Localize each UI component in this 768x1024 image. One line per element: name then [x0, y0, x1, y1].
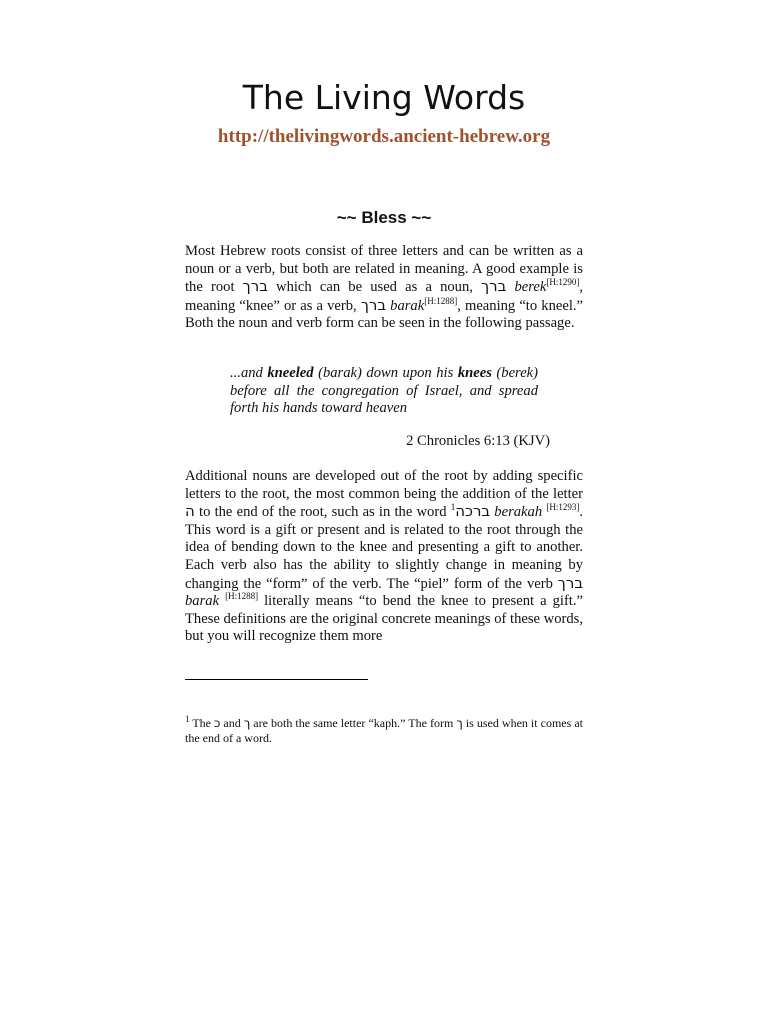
hebrew-letter: ך	[456, 716, 463, 730]
quote-segment: (barak) down upon his	[313, 365, 458, 381]
transliteration: barak	[390, 297, 425, 314]
text-segment: Most Hebrew roots consist of three letters and can be written as a noun or a verb, but both are related in meaning. A good example is the root	[185, 243, 583, 296]
hebrew-letter: ך	[243, 716, 251, 730]
text-segment: and	[220, 716, 244, 730]
footnote-marker[interactable]: 1	[450, 502, 456, 513]
text-segment: which can be used as a noun,	[267, 279, 482, 296]
quote-segment: ...and	[230, 365, 268, 381]
hebrew-word: ברך	[360, 295, 387, 314]
hebrew-letter: כ	[214, 716, 221, 730]
hebrew-word: ברך	[242, 277, 268, 296]
quote-segment: (berek) before all the congregation of Israel, and spread forth his hands toward heaven	[230, 365, 539, 417]
paragraph-nouns	[185, 468, 583, 646]
text-segment: , meaning “knee” or as a verb,	[185, 279, 583, 314]
strongs-reference: [H:1288]	[424, 295, 458, 306]
scripture-quote	[230, 365, 538, 418]
hebrew-word: ברך	[481, 277, 507, 296]
transliteration: berek	[514, 279, 547, 296]
strongs-reference: [H:1293]	[546, 502, 580, 513]
site-url-link[interactable]: http://thelivingwords.ancient-hebrew.org	[217, 126, 551, 147]
footnote	[185, 716, 583, 746]
scripture-reference: 2 Chronicles 6:13 (KJV)	[406, 433, 550, 449]
page-title: The Living Words	[242, 78, 526, 117]
hebrew-word: ברך	[557, 573, 583, 592]
section-heading: ~~ Bless ~~	[336, 208, 432, 227]
quote-emphasis: knees	[457, 365, 492, 381]
text-segment: . This word is a gift or present and is related to the root through the idea of bending down to the knee and presenting a gift to another. Each verb also has the ability to slightly change in meaning by changing the “form” of the verb. The “piel” form of the verb	[185, 504, 583, 592]
text-segment: , meaning “to kneel.” Both the noun and verb form can be seen in the following passage.	[185, 297, 583, 332]
text-segment: is used when it comes at the end of a word.	[185, 716, 583, 745]
text-segment: literally means “to bend the knee to present a gift.” These definitions are the original concrete meanings of these words, but you will recognize them more	[185, 593, 583, 645]
transliteration: berakah	[494, 504, 543, 521]
text-segment: The	[189, 716, 215, 730]
quote-emphasis: kneeled	[267, 365, 314, 381]
hebrew-letter: ה	[185, 502, 195, 521]
hebrew-word: ברכה	[455, 502, 491, 521]
strongs-reference: [H:1290]	[546, 277, 580, 288]
transliteration: barak	[185, 593, 220, 610]
text-segment: are both the same letter “kaph.” The form	[250, 716, 457, 730]
footnote-divider	[185, 679, 368, 680]
paragraph-intro	[185, 243, 583, 333]
text-segment: Additional nouns are developed out of the root by adding specific letters to the root, the most common being the addition of the letter	[185, 468, 583, 502]
footnote-number: 1	[185, 714, 190, 724]
text-segment: to the end of the root, such as in the word	[194, 504, 451, 521]
strongs-reference: [H:1288]	[225, 591, 259, 602]
